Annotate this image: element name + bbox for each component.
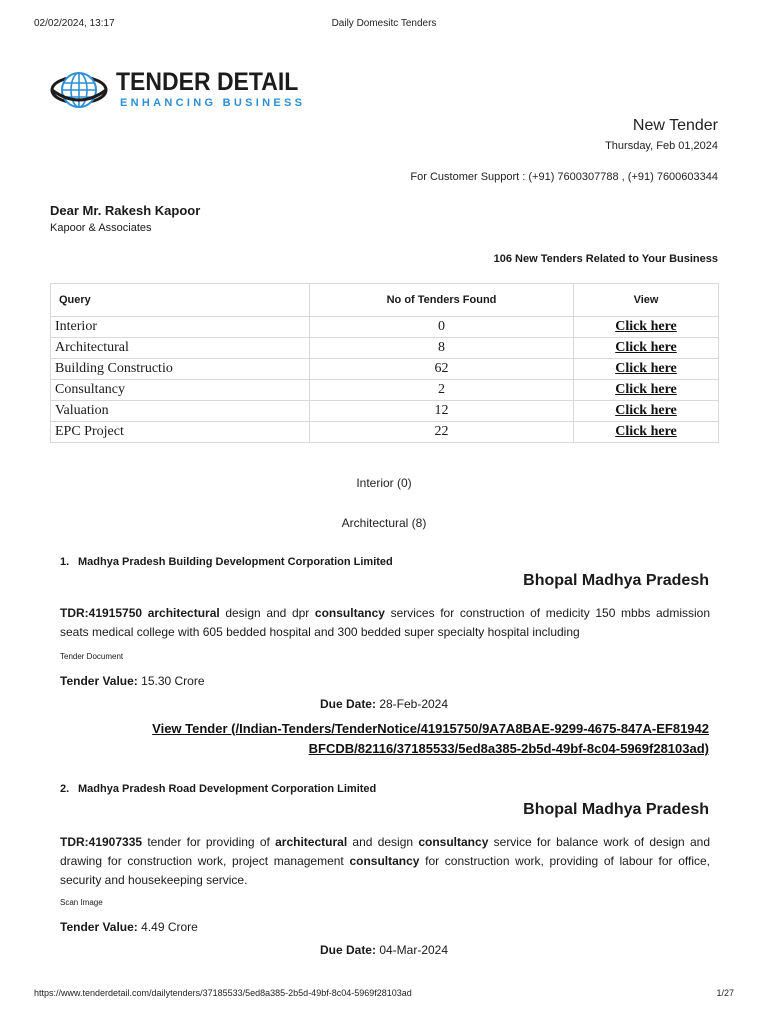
logo-brand: TENDER DETAIL <box>116 68 299 96</box>
view-link-valuation[interactable]: Click here <box>615 403 677 418</box>
organization-name: Madhya Pradesh Building Development Corporation Limited <box>78 556 393 568</box>
print-footer <box>34 988 734 1002</box>
summary-table <box>50 283 719 443</box>
keyword: architectural <box>275 835 348 849</box>
header-date: Thursday, Feb 01,2024 <box>605 140 718 152</box>
company-name: Kapoor & Associates <box>50 222 152 234</box>
query-cell: Valuation <box>51 401 310 422</box>
value-label: Tender Value: <box>60 920 138 934</box>
table-row <box>51 401 719 422</box>
query-cell: Interior <box>51 317 310 338</box>
tdr-id: TDR:41915750 <box>60 606 143 620</box>
description-text: and design <box>347 835 419 849</box>
page-number: 1/27 <box>716 988 734 998</box>
description-text: for construction work, providing of labour for office, security and housekeeping service. <box>60 854 710 887</box>
logo-tagline: ENHANCING BUSINESS <box>120 97 306 109</box>
value-amount: 15.30 Crore <box>137 674 205 688</box>
print-url: https://www.tenderdetail.com/dailytenders/37185533/5ed8a385-2b5d-49bf-8c04-5969f28103ad <box>34 988 412 998</box>
query-cell: Building Constructio <box>51 359 310 380</box>
description-text: services for construction of medicity 150 mbbs admission seats medical college with 605 bedded hospital and 300 bedded super specialty hospital including <box>60 606 711 639</box>
view-link-interior[interactable]: Click here <box>615 319 677 334</box>
tender-location: Bhopal Madhya Pradesh <box>523 572 709 589</box>
value-amount: 4.49 Crore <box>137 920 198 934</box>
column-view: View <box>574 284 719 317</box>
column-query: Query <box>51 284 310 317</box>
tender-document-label: Scan Image <box>60 898 103 907</box>
tender-organization <box>60 783 376 795</box>
count-cell: 2 <box>310 380 574 401</box>
tender-due-date <box>0 943 768 957</box>
print-timestamp: 02/02/2024, 13:17 <box>34 18 115 29</box>
table-row <box>51 317 719 338</box>
table-row <box>51 338 719 359</box>
due-value: 28-Feb-2024 <box>375 697 449 711</box>
tender-detail-logo <box>50 66 306 116</box>
tender-organization <box>60 556 393 568</box>
count-cell: 22 <box>310 422 574 443</box>
query-cell: Architectural <box>51 338 310 359</box>
table-header-row <box>51 284 719 317</box>
tender-document-label: Tender Document <box>60 652 124 661</box>
tender-number: 1. <box>60 556 70 568</box>
keyword: consultancy <box>418 835 489 849</box>
column-count: No of Tenders Found <box>310 284 574 317</box>
description-text: design and dpr <box>219 606 315 620</box>
related-count: 106 New Tenders Related to Your Business <box>493 253 718 265</box>
keyword: consultancy <box>349 854 420 868</box>
description-text: tender for providing of <box>142 835 276 849</box>
tender-due-date <box>0 697 768 711</box>
tdr-id: TDR:41907335 <box>60 835 143 849</box>
count-cell: 62 <box>310 359 574 380</box>
greeting: Dear Mr. Rakesh Kapoor <box>50 203 201 218</box>
count-cell: 0 <box>310 317 574 338</box>
view-link-consultancy[interactable]: Click here <box>615 382 677 397</box>
value-label: Tender Value: <box>60 674 138 688</box>
keyword: consultancy <box>314 606 385 620</box>
section-architectural: Architectural (8) <box>341 516 427 530</box>
view-link-architectural[interactable]: Click here <box>615 340 677 355</box>
view-tender-link[interactable]: View Tender (/Indian-Tenders/TenderNotice/41915750/9A7A8BAE-9299-4675-847A-EF81942BFCDB/82116/37185533/5ed8a385-2b5d-49bf-8c04-5969f28103ad) <box>152 721 709 756</box>
print-page-title: Daily Domesitc Tenders <box>331 18 437 29</box>
count-cell: 8 <box>310 338 574 359</box>
view-link-epc[interactable]: Click here <box>615 424 677 439</box>
page-heading: New Tender <box>632 117 718 134</box>
tender-description <box>60 833 710 890</box>
table-row <box>51 359 719 380</box>
tender-description <box>60 604 710 642</box>
section-interior: Interior (0) <box>356 476 412 490</box>
count-cell: 12 <box>310 401 574 422</box>
query-cell: Consultancy <box>51 380 310 401</box>
tender-value <box>60 674 205 688</box>
table-row <box>51 422 719 443</box>
due-value: 04-Mar-2024 <box>375 943 449 957</box>
globe-icon <box>50 66 108 114</box>
query-cell: EPC Project <box>51 422 310 443</box>
description-text: service for balance work of design and drawing for construction work, project management <box>60 835 710 868</box>
print-header <box>34 18 734 32</box>
tender-value <box>60 920 198 934</box>
view-link-building[interactable]: Click here <box>615 361 677 376</box>
organization-name: Madhya Pradesh Road Development Corporation Limited <box>78 783 377 795</box>
due-label: Due Date: <box>319 697 376 711</box>
due-label: Due Date: <box>319 943 376 957</box>
table-row <box>51 380 719 401</box>
tender-number: 2. <box>60 783 70 795</box>
tender-location: Bhopal Madhya Pradesh <box>523 801 709 818</box>
customer-support: For Customer Support : (+91) 7600307788 , (+91) 7600603344 <box>410 171 718 183</box>
keyword: architectural <box>147 606 220 620</box>
